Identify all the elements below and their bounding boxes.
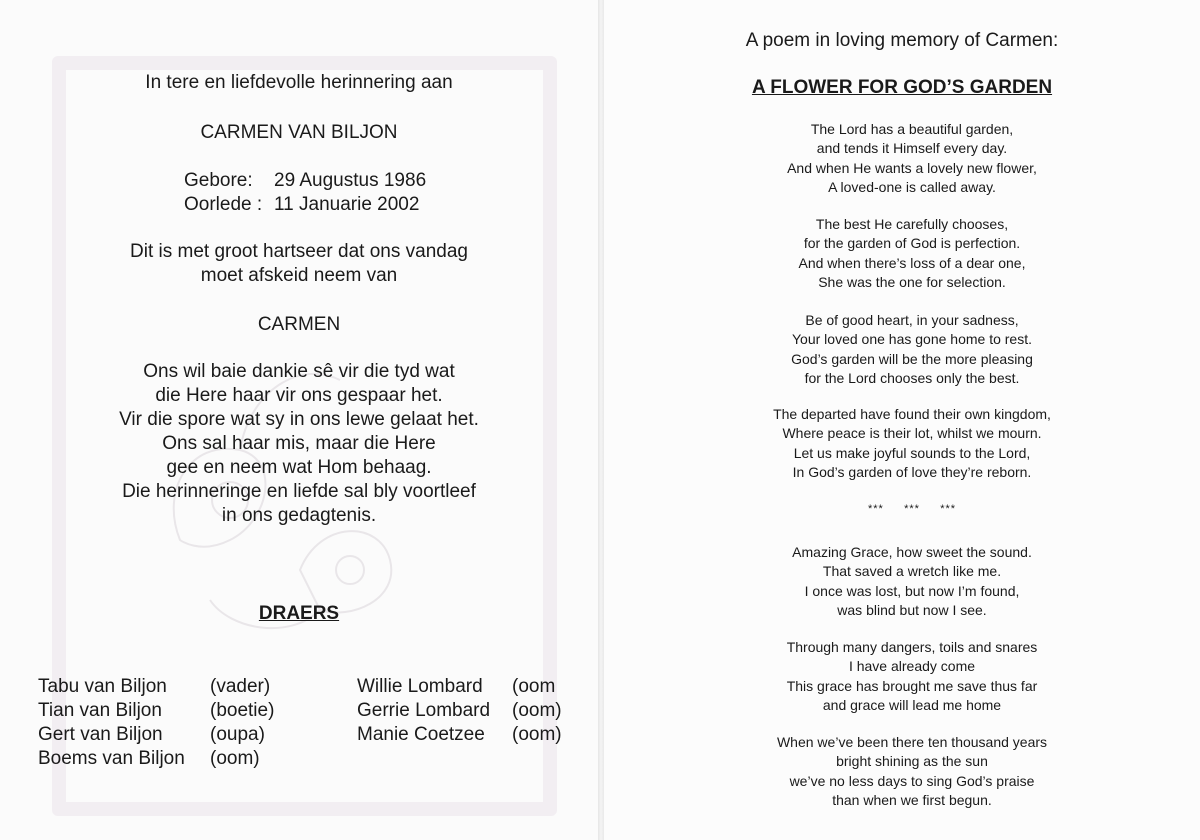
poem-line: Let us make joyful sounds to the Lord, [793, 444, 1031, 461]
poem-line: Your loved one has gone home to rest. [792, 331, 1032, 348]
bearer-row [38, 747, 274, 771]
poem-intro: A poem in loving memory of Carmen: [745, 30, 1059, 51]
poem-line: bright shining as the sun [836, 753, 988, 770]
text-line: Dit is met groot hartseer dat ons vandag [130, 241, 468, 262]
poem-line: This grace has brought me save thus far [786, 677, 1038, 694]
poem-line: A loved-one is called away. [828, 179, 996, 196]
poem-line: She was the one for selection. [818, 274, 1006, 291]
dates-block [184, 169, 464, 217]
bearer-row [38, 675, 274, 699]
poem-line: The Lord has a beautiful garden, [810, 121, 1014, 137]
poem-line: When we’ve been there ten thousand years [776, 734, 1048, 750]
bearer-row [357, 699, 562, 723]
intro-text: In tere en liefdevolle herinnering aan [145, 72, 453, 93]
poem-stanza [612, 405, 1200, 483]
bearer-relation: (oom [512, 676, 556, 697]
poem-line: I have already come [848, 658, 976, 675]
carmen-heading: CARMEN [257, 314, 341, 335]
poem-stanza [612, 215, 1200, 293]
text-line: in ons gedagtenis. [221, 505, 377, 526]
poem-line: and tends it Himself every day. [816, 140, 1008, 157]
poem-stanza [612, 733, 1200, 811]
deceased-name: CARMEN VAN BILJON [200, 122, 398, 143]
poem-line: In God’s garden of love they’re reborn. [792, 464, 1032, 481]
bearer-row [38, 699, 274, 723]
poem-line: and grace will lead me home [822, 697, 1002, 714]
poem-title: A FLOWER FOR GOD’S GARDEN [751, 77, 1053, 98]
died-date: 11 Januarie 2002 [274, 194, 420, 215]
poem-line: Through many dangers, toils and snares [786, 639, 1038, 655]
bearer-name: Gert van Biljon [38, 724, 163, 745]
poem-line: we’ve no less days to sing God’s praise [789, 772, 1035, 789]
poem-line: for the garden of God is perfection. [803, 235, 1021, 252]
poem-line: Where peace is their lot, whilst we mourn. [782, 425, 1042, 442]
bearer-relation: (vader) [210, 676, 271, 697]
thanks-message [0, 360, 598, 528]
poem-line: Amazing Grace, how sweet the sound. [792, 544, 1032, 560]
born-label: Gebore: [184, 170, 253, 191]
poem-stanza [612, 638, 1200, 716]
bearer-relation: (boetie) [210, 700, 275, 721]
poem-line: for the Lord chooses only the best. [804, 370, 1020, 387]
poem-line: Be of good heart, in your sadness, [805, 312, 1019, 328]
poem-line: God’s garden will be the more pleasing [791, 350, 1033, 367]
stanza-separator: *** *** *** [867, 503, 957, 515]
bearer-name: Gerrie Lombard [357, 700, 491, 721]
text-line: Ons sal haar mis, maar die Here [162, 433, 436, 454]
text-line: Ons wil baie dankie sê vir die tyd wat [143, 361, 455, 382]
bearer-name: Boems van Biljon [38, 748, 185, 769]
farewell-message [0, 240, 598, 288]
bearers-list-right [357, 675, 562, 747]
poem-line: I once was lost, but now I’m found, [804, 582, 1020, 599]
born-date: 29 Augustus 1986 [274, 170, 427, 191]
bearer-name: Tabu van Biljon [38, 676, 167, 697]
bearer-relation: (oom) [210, 748, 260, 769]
text-line: gee en neem wat Hom behaag. [166, 457, 432, 478]
bearer-row [357, 723, 562, 747]
text-line: Vir die spore wat sy in ons lewe gelaat het. [119, 409, 479, 430]
poem-line: That saved a wretch like me. [822, 563, 1002, 580]
draers-heading: DRAERS [258, 603, 340, 624]
poem-line: And when He wants a lovely new flower, [787, 159, 1037, 176]
bearer-name: Tian van Biljon [38, 700, 162, 721]
poem-stanza [612, 311, 1200, 389]
died-label: Oorlede : [184, 194, 263, 215]
poem-line: The best He carefully chooses, [815, 216, 1009, 232]
poem-line: was blind but now I see. [837, 602, 987, 619]
bearer-row [357, 675, 562, 699]
bearer-name: Willie Lombard [357, 676, 483, 697]
bearer-relation: (oom) [512, 724, 562, 745]
text-line: die Here haar vir ons gespaar het. [155, 385, 443, 406]
poem-line: And when there’s loss of a dear one, [798, 254, 1026, 271]
bearer-relation: (oupa) [210, 724, 265, 745]
bearer-name: Manie Coetzee [357, 724, 485, 745]
poem-stanza [612, 543, 1200, 621]
text-line: Die herinneringe en liefde sal bly voortleef [122, 481, 476, 502]
poem-line: than when we first begun. [832, 792, 992, 809]
bearer-row [38, 723, 274, 747]
bearers-list-left [38, 675, 274, 771]
poem-line: The departed have found their own kingdom, [773, 406, 1051, 422]
text-line: moet afskeid neem van [200, 265, 398, 286]
bearer-relation: (oom) [512, 700, 562, 721]
poem-stanza [612, 120, 1200, 198]
